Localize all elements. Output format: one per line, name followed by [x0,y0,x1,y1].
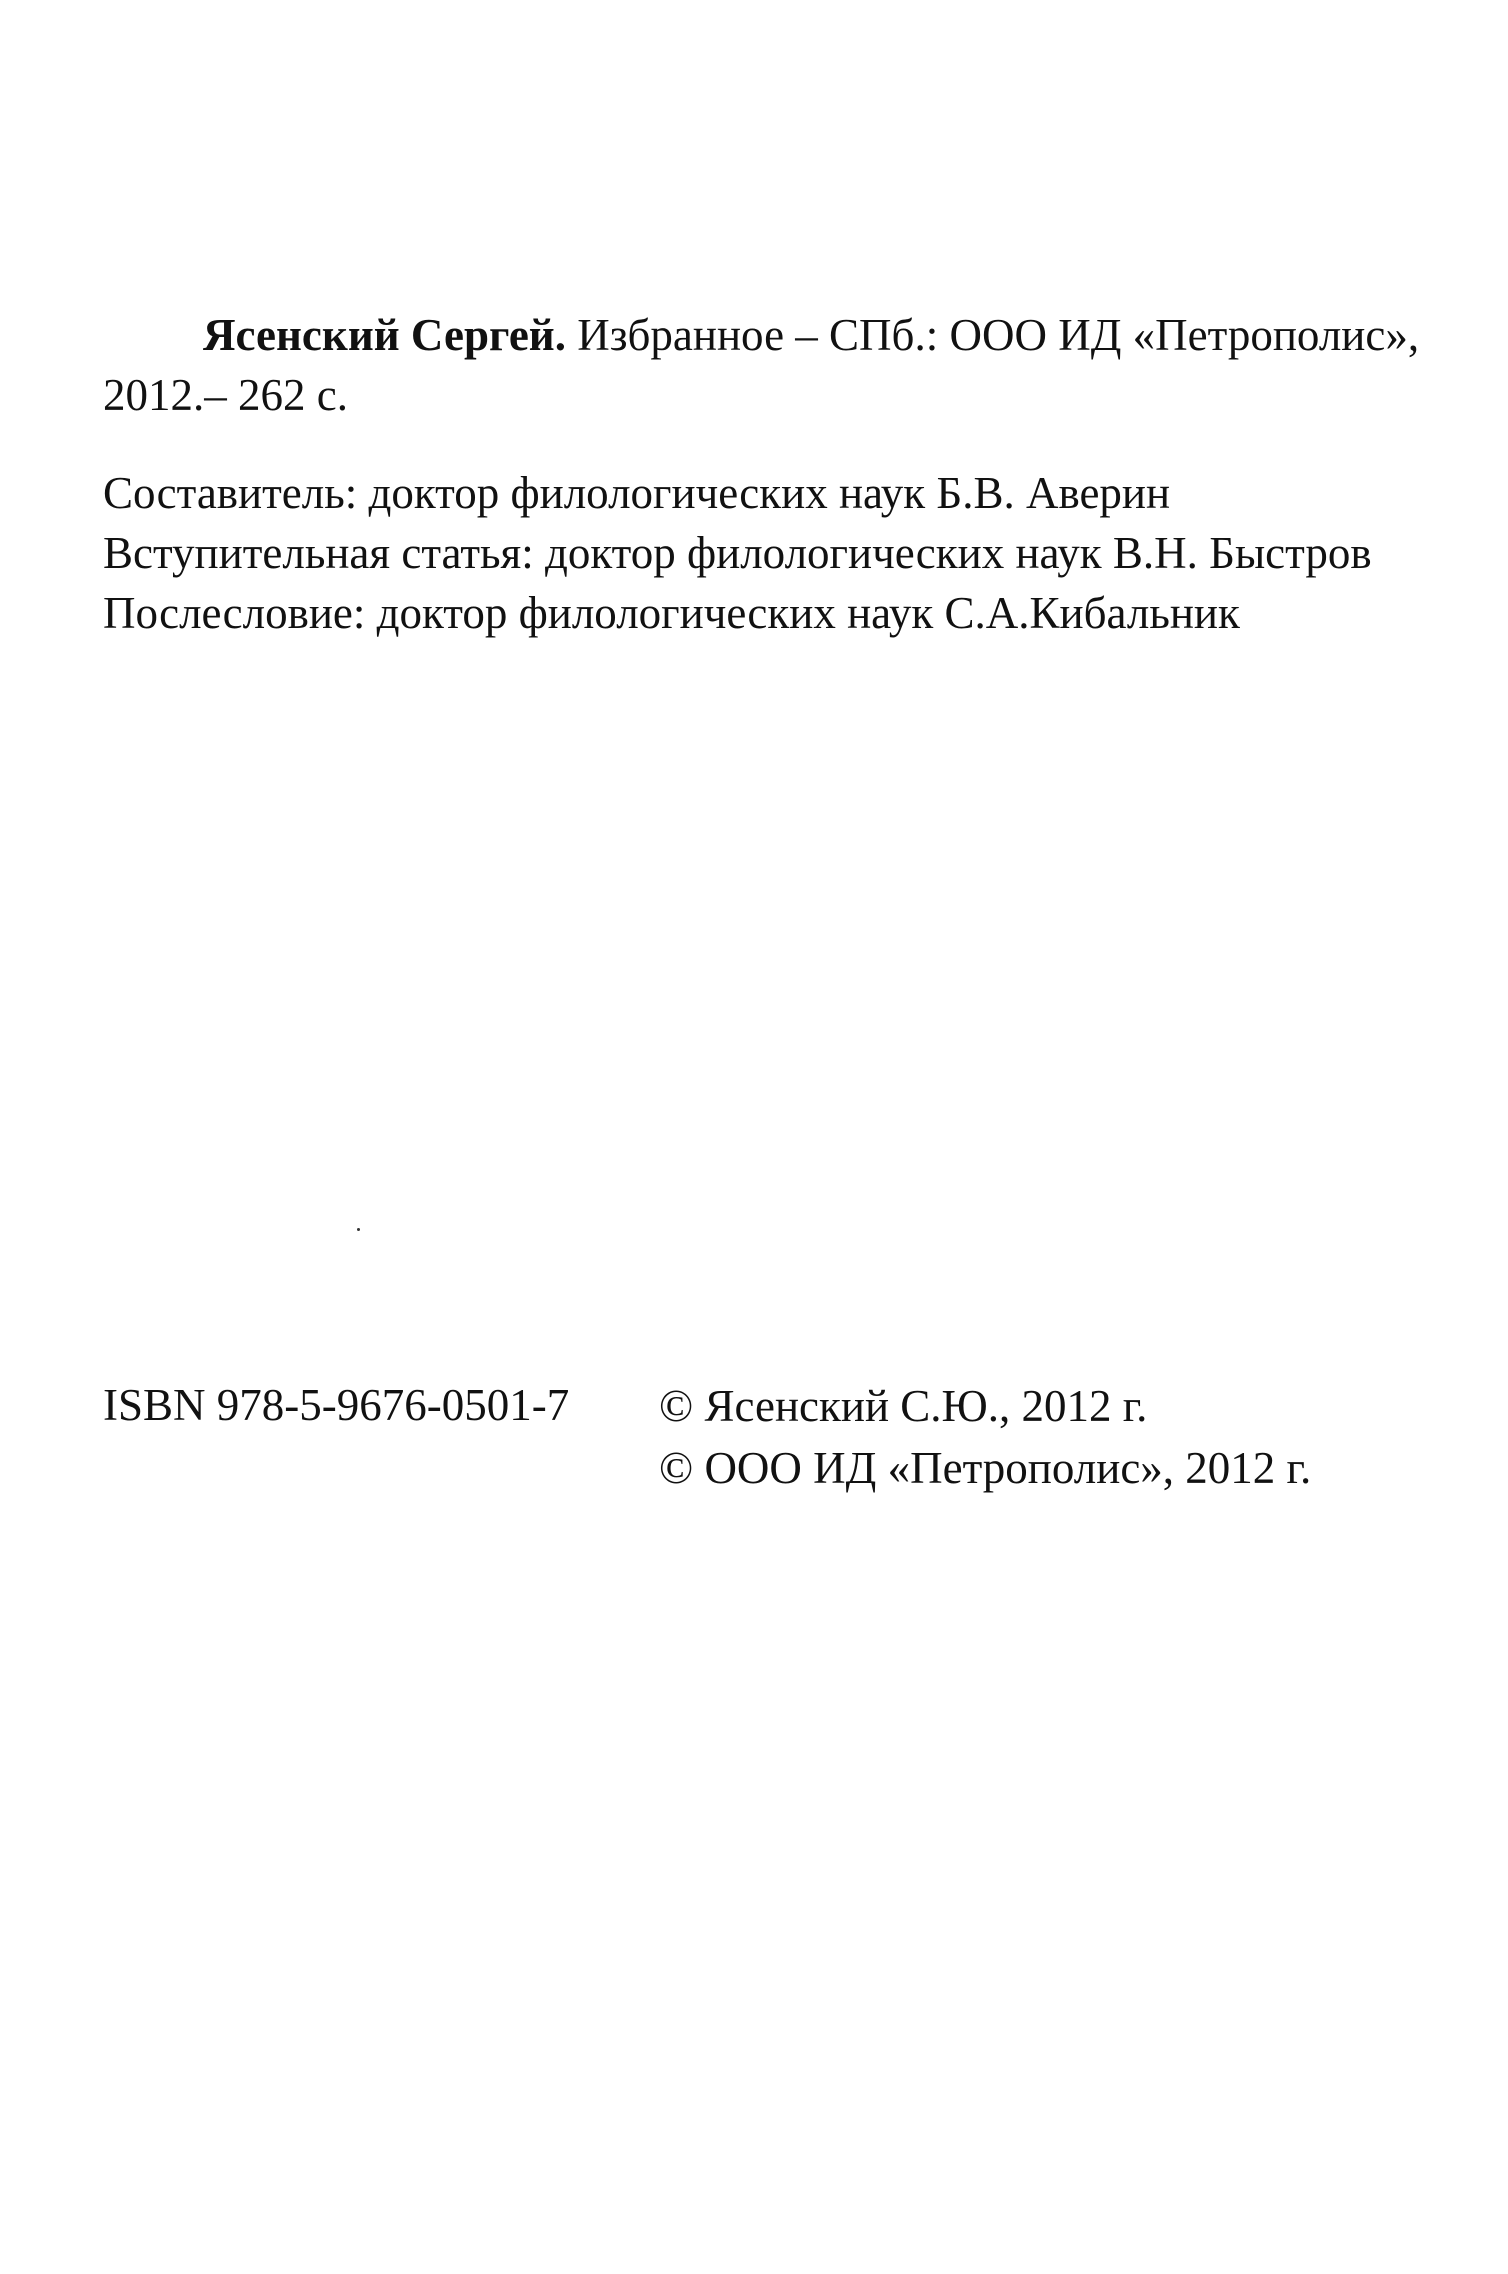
isbn-number: ISBN 978-5-9676-0501-7 [103,1380,570,1430]
compiler-credit: Составитель: доктор филологических наук Б.В. Аверин [103,468,1171,518]
copyright-block [659,1375,1311,1499]
bibliographic-record [103,305,1423,425]
intro-article-credit: Вступительная статья: доктор филологических наук В.Н. Быстров [103,528,1372,578]
scan-speck [357,1228,360,1231]
credits-block [103,463,1443,643]
copyright-publisher: © ООО ИД «Петрополис», 2012 г. [659,1443,1312,1493]
title-publisher: Избранное – СПб.: ООО ИД «Петрополис», [565,310,1420,360]
copyright-author: © Ясенский С.Ю., 2012 г. [659,1381,1148,1431]
bibliographic-line-1 [103,305,1423,365]
bibliographic-line-2: 2012.– 262 с. [103,370,348,420]
afterword-credit: Послесловие: доктор филологических наук С.А.Кибальник [103,588,1240,638]
author-name: Ясенский Сергей. [203,310,566,360]
